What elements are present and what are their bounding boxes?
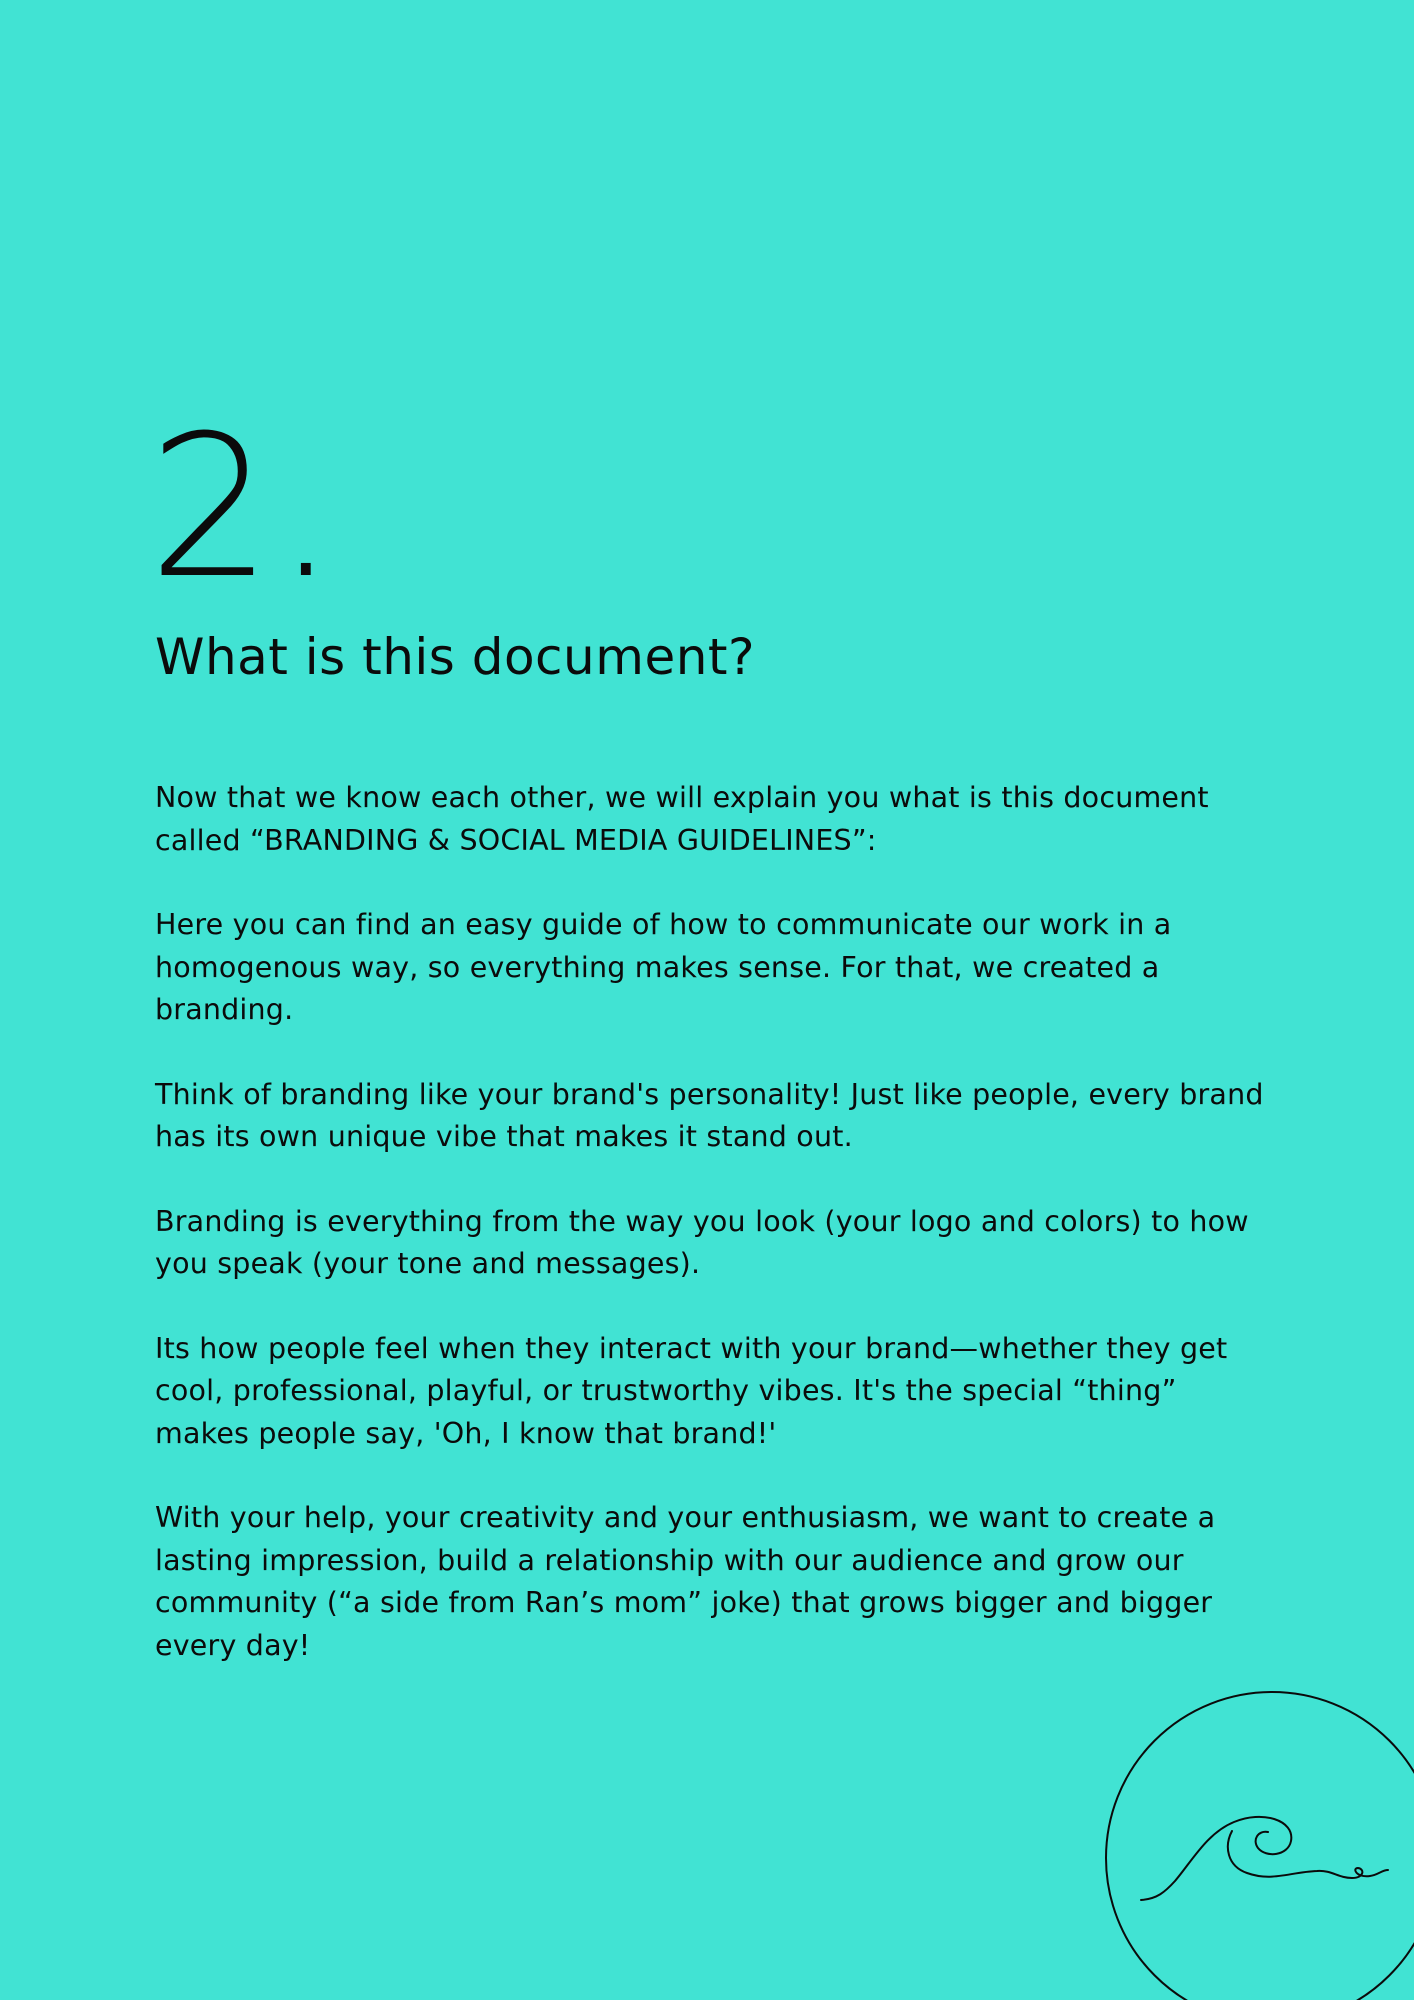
logo-wave <box>1141 1817 1388 1900</box>
paragraph-intro: Now that we know each other, we will explain you what is this document called “BRANDING & SOCIAL MEDIA GUIDELINES”: <box>155 781 1209 857</box>
paragraph-community: With your help, your creativity and your enthusiasm, we want to create a lasting impression, build a relationship with our audience and grow our community (“a side from Ran’s mom” joke) that grows bigger and bigger every day! <box>155 1501 1216 1662</box>
page-title: What is this document? <box>155 628 756 686</box>
paragraph-personality: Think of branding like your brand's personality! Just like people, every brand has its own unique vibe that makes it stand out. <box>155 1077 1264 1153</box>
logo-circle <box>1106 1692 1414 2000</box>
paragraph-guide: Here you can find an easy guide of how to communicate our work in a homogenous way, so everything makes sense. For that, we created a branding. <box>155 908 1172 1026</box>
body-text <box>155 777 1275 1709</box>
paragraph-feelings: Its how people feel when they interact with your brand—whether they get cool, professional, playful, or trustworthy vibes. It's the special “thing” makes people say, 'Oh, I know that brand!' <box>155 1331 1228 1450</box>
wave-circle-icon <box>1102 1688 1414 2000</box>
section-number: 2. <box>148 394 340 622</box>
paragraph-everything: Branding is everything from the way you look (your logo and colors) to how you speak (your tone and messages). <box>155 1204 1249 1280</box>
